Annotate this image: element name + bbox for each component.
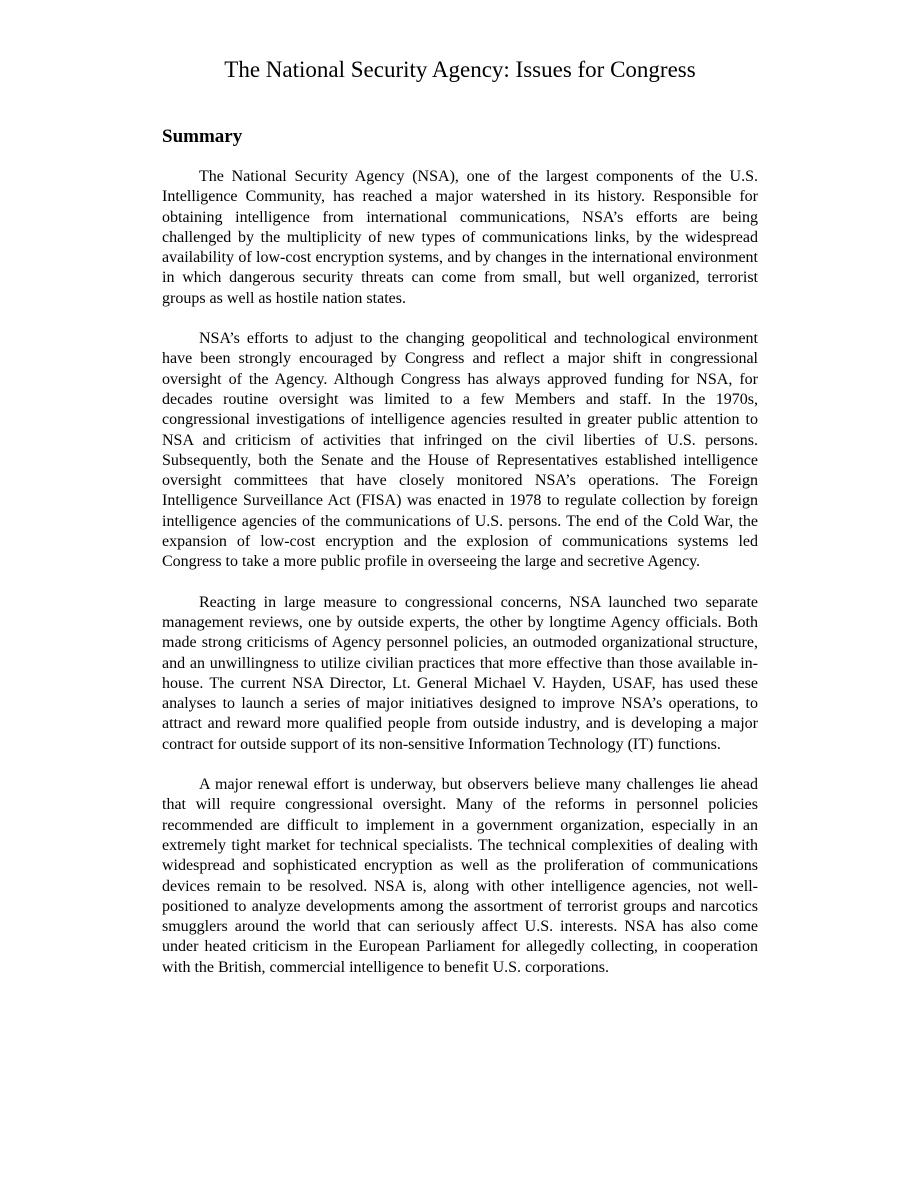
summary-paragraph-2: NSA’s efforts to adjust to the changing geopolitical and technological environment have been strongly encouraged by Congress and reflect a major shift in congressional oversight of the Agency. Although Congress has always approved funding for NSA, for decades routine oversight was limited to a few Members and staff. In the 1970s, congressional investigations of intelligence agencies resulted in greater public attention to NSA and criticism of activities that infringed on the civil liberties of U.S. persons. Subsequently, both the Senate and the House of Representatives established intelligence oversight committees that have closely monitored NSA’s operations. The Foreign Intelligence Surveillance Act (FISA) was enacted in 1978 to regulate collection by foreign intelligence agencies of the communications of U.S. persons. The end of the Cold War, the expansion of low-cost encryption and the explosion of communications systems led Congress to take a more public profile in overseeing the large and secretive Agency.	[162, 330, 758, 571]
section-heading-summary: Summary	[162, 126, 243, 147]
document-title: The National Security Agency: Issues for Congress	[224, 57, 696, 82]
summary-paragraph-1: The National Security Agency (NSA), one of the largest components of the U.S. Intelligence Community, has reached a major watershed in its history. Responsible for obtaining intelligence from international communications, NSA’s efforts are being challenged by the multiplicity of new types of communications links, by the widespread availability of low-cost encryption systems, and by changes in the international environment in which dangerous security threats can come from small, but well organized, terrorist groups as well as hostile nation states.	[162, 168, 758, 307]
summary-paragraph-4: A major renewal effort is underway, but observers believe many challenges lie ahead that will require congressional oversight. Many of the reforms in personnel policies recommended are difficult to implement in a government organization, especially in an extremely tight market for technical specialists. The technical complexities of dealing with widespread and sophisticated encryption as well as the proliferation of communications devices remain to be resolved. NSA is, along with other intelligence agencies, not well-positioned to analyze developments among the assortment of terrorist groups and narcotics smugglers around the world that can seriously affect U.S. interests. NSA has also come under heated criticism in the European Parliament for allegedly collecting, in cooperation with the British, commercial intelligence to benefit U.S. corporations.	[162, 776, 758, 976]
summary-paragraph-3: Reacting in large measure to congressional concerns, NSA launched two separate management reviews, one by outside experts, the other by longtime Agency officials. Both made strong criticisms of Agency personnel policies, an outmoded organizational structure, and an unwillingness to utilize civilian practices that more effective than those available in-house. The current NSA Director, Lt. General Michael V. Hayden, USAF, has used these analyses to launch a series of major initiatives designed to improve NSA’s operations, to attract and reward more qualified people from outside industry, and is developing a major contract for outside support of its non-sensitive Information Technology (IT) functions.	[162, 593, 758, 753]
summary-body	[162, 167, 758, 998]
